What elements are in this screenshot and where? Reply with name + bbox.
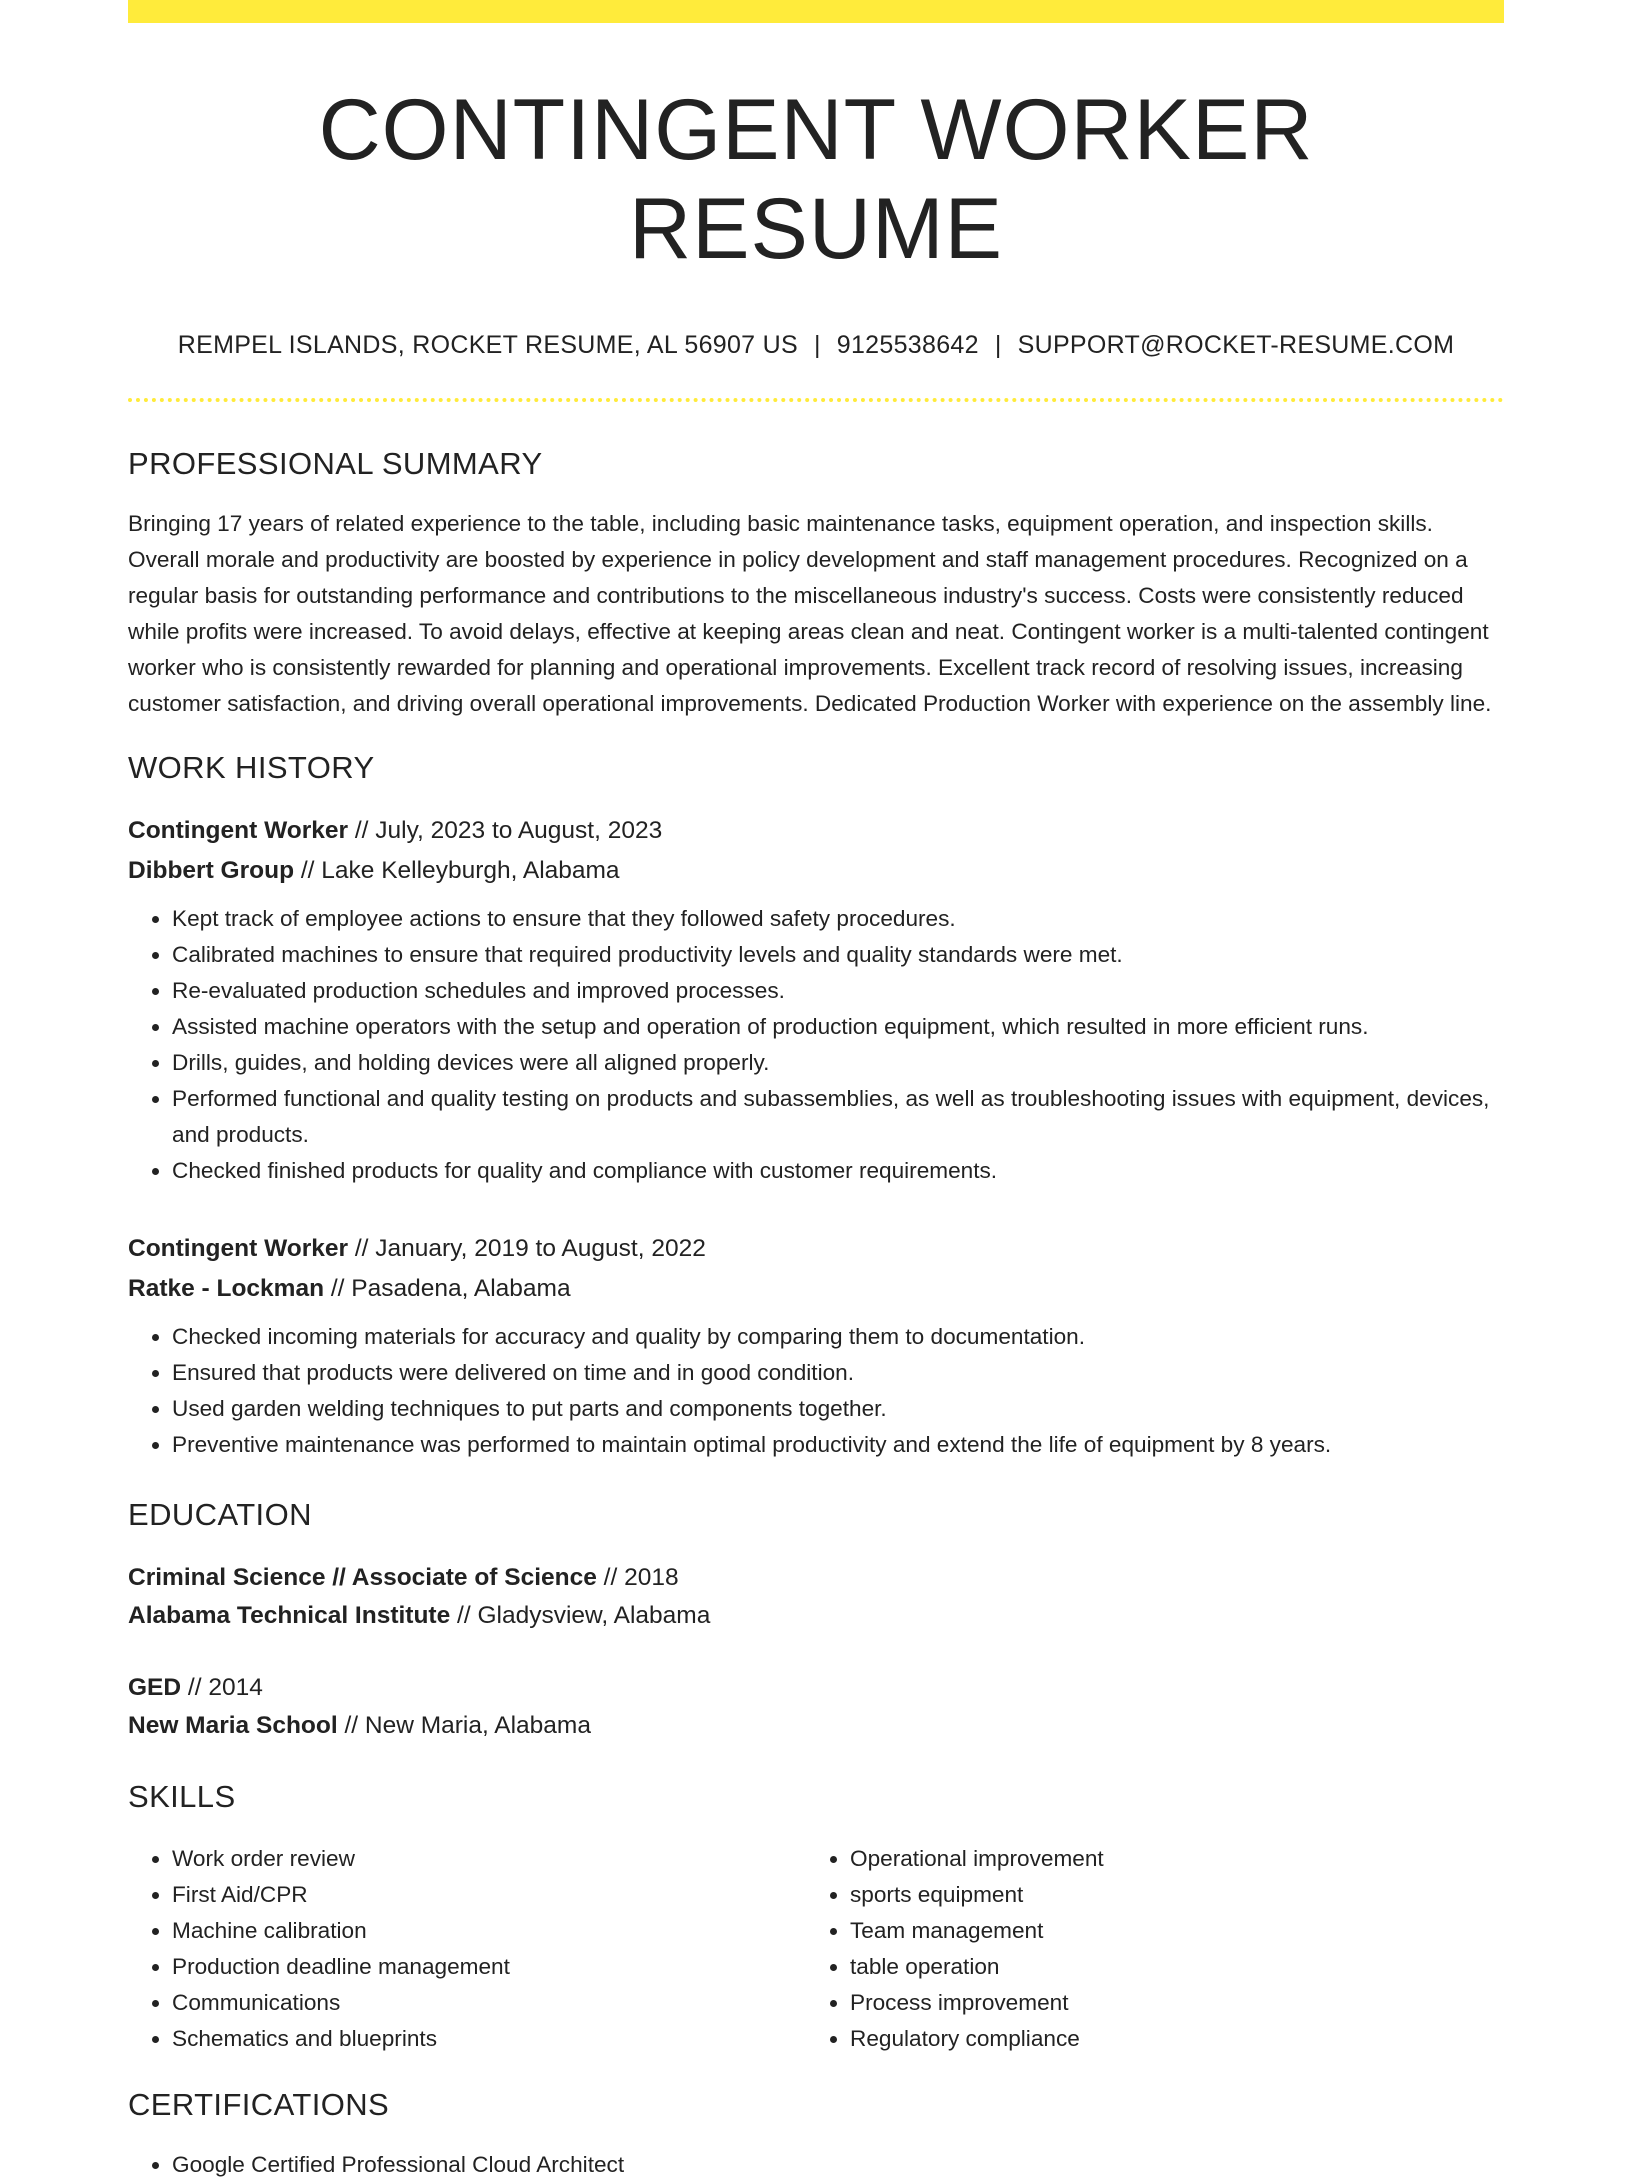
skills-columns	[128, 1841, 1504, 2057]
job-company: Ratke - Lockman	[128, 1274, 325, 1302]
education-location: // New Maria, Alabama	[337, 1711, 591, 1739]
dotted-divider	[128, 398, 1504, 402]
contact-email: SUPPORT@ROCKET-RESUME.COM	[1017, 330, 1455, 359]
job-company-line	[128, 1269, 1504, 1309]
education-degree-line	[128, 1669, 1504, 1707]
job-title-line	[128, 1229, 1504, 1269]
list-item: • Used garden welding techniques to put parts and components together.	[172, 1391, 1504, 1427]
contact-separator: |	[813, 330, 821, 359]
list-item: • Re-evaluated production schedules and improved processes.	[172, 973, 1504, 1009]
education-degree-line	[128, 1559, 1504, 1597]
job-role: Contingent Worker	[128, 816, 349, 844]
education-year: // 2018	[596, 1563, 679, 1591]
top-accent-bar	[128, 0, 1504, 23]
list-item: • Team management	[850, 1913, 1484, 1949]
list-item: • Operational improvement	[850, 1841, 1484, 1877]
skills-right-list	[806, 1841, 1484, 2057]
list-item: • Work order review	[172, 1841, 806, 1877]
job-company-line	[128, 851, 1504, 891]
job-company: Dibbert Group	[128, 856, 295, 884]
list-item: • Assisted machine operators with the setup and operation of production equipment, which resulted in more efficient runs.	[172, 1009, 1504, 1045]
list-item: • Drills, guides, and holding devices were all aligned properly.	[172, 1045, 1504, 1081]
contact-line	[128, 331, 1504, 360]
education-degree: Criminal Science // Associate of Science	[128, 1563, 597, 1591]
resume-page	[128, 0, 1504, 2183]
education-heading: EDUCATION	[128, 1496, 312, 1532]
list-item: • Communications	[172, 1985, 806, 2021]
list-item: • Google Certified Professional Cloud Architect	[172, 2147, 1504, 2183]
education-school-line	[128, 1597, 1504, 1635]
skills-heading: SKILLS	[128, 1778, 236, 1814]
list-item: • Ensured that products were delivered on time and in good condition.	[172, 1355, 1504, 1391]
job-bullets	[128, 901, 1504, 1189]
skills-left-list	[128, 1841, 806, 2057]
summary-heading: PROFESSIONAL SUMMARY	[128, 445, 543, 481]
job-location: // Lake Kelleyburgh, Alabama	[294, 856, 620, 884]
list-item: • Kept track of employee actions to ensure that they followed safety procedures.	[172, 901, 1504, 937]
list-item: • Preventive maintenance was performed to maintain optimal productivity and extend the life of equipment by 8 years.	[172, 1427, 1504, 1463]
contact-separator: |	[994, 330, 1002, 359]
education-location: // Gladysview, Alabama	[450, 1601, 711, 1629]
certifications-list	[128, 2147, 1504, 2183]
contact-phone: 9125538642	[836, 330, 979, 359]
education-school: New Maria School	[128, 1711, 338, 1739]
job-dates: // July, 2023 to August, 2023	[348, 816, 663, 844]
job-location: // Pasadena, Alabama	[324, 1274, 571, 1302]
list-item: • Production deadline management	[172, 1949, 806, 1985]
list-item: • Performed functional and quality testing on products and subassemblies, as well as troubleshooting issues with equipment, devices, and products.	[172, 1081, 1504, 1153]
list-item: • First Aid/CPR	[172, 1877, 806, 1913]
list-item: • Process improvement	[850, 1985, 1484, 2021]
list-item: • table operation	[850, 1949, 1484, 1985]
summary-text: Bringing 17 years of related experience to the table, including basic maintenance tasks, equipment operation, and inspection skills. Overall morale and productivity are boosted by experience in policy development and staff management procedures. Recognized on a regular basis for outstanding performance and contributions to the miscellaneous industry's success. Costs were consistently reduced while profits were increased. To avoid delays, effective at keeping areas clean and neat. Contingent worker is a multi-talented contingent worker who is consistently rewarded for planning and operational improvements. Excellent track record of resolving issues, increasing customer satisfaction, and driving overall operational improvements. Dedicated Production Worker with experience on the assembly line.	[128, 510, 1492, 716]
job-role: Contingent Worker	[128, 1234, 349, 1262]
list-item: • Regulatory compliance	[850, 2021, 1484, 2057]
list-item: • Schematics and blueprints	[172, 2021, 806, 2057]
job-bullets	[128, 1319, 1504, 1463]
job-entry	[128, 811, 1504, 1189]
education-entry	[128, 1559, 1504, 1635]
list-item: • sports equipment	[850, 1877, 1484, 1913]
contact-address: REMPEL ISLANDS, ROCKET RESUME, AL 56907 US	[177, 330, 798, 359]
list-item: • Machine calibration	[172, 1913, 806, 1949]
list-item: • Checked incoming materials for accuracy and quality by comparing them to documentation.	[172, 1319, 1504, 1355]
list-item: • Calibrated machines to ensure that required productivity levels and quality standards were met.	[172, 937, 1504, 973]
education-school-line	[128, 1707, 1504, 1745]
list-item: • Checked finished products for quality and compliance with customer requirements.	[172, 1153, 1504, 1189]
job-entry	[128, 1229, 1504, 1463]
certifications-heading: CERTIFICATIONS	[128, 2086, 390, 2122]
work-history-heading: WORK HISTORY	[128, 749, 375, 785]
education-school: Alabama Technical Institute	[128, 1601, 451, 1629]
job-title-line	[128, 811, 1504, 851]
education-year: // 2014	[181, 1673, 263, 1701]
resume-title: CONTINGENT WORKER RESUME	[318, 82, 1314, 277]
job-dates: // January, 2019 to August, 2022	[348, 1234, 706, 1262]
education-entry	[128, 1669, 1504, 1745]
education-degree: GED	[128, 1673, 182, 1701]
